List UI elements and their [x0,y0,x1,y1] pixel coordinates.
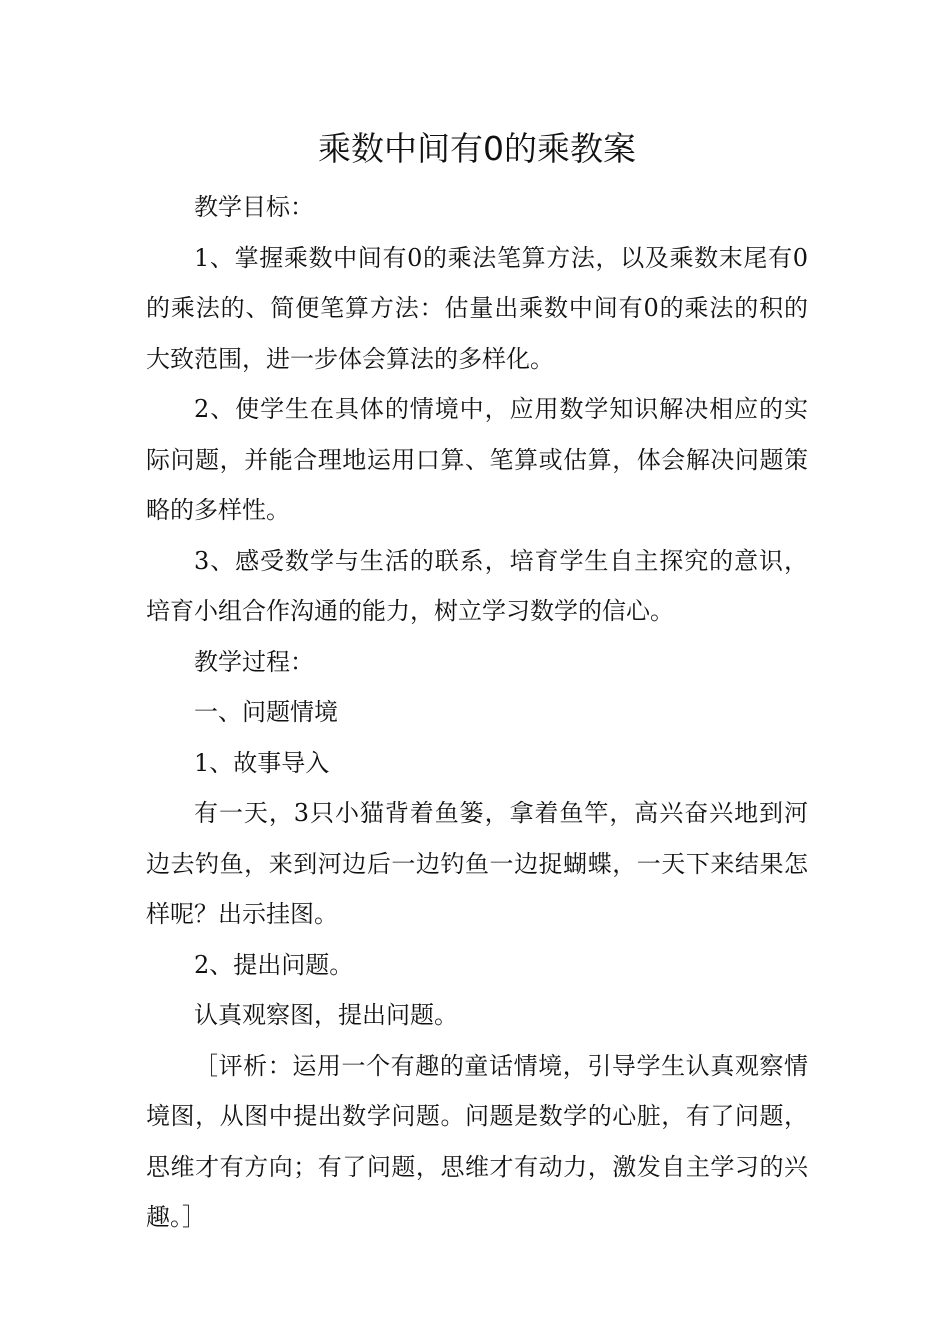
paragraph-objective-2: 2、使学生在具体的情境中，应用数学知识解决相应的实际问题，并能合理地运用口算、笔算或估算，体会解决问题策略的多样性。 [146,395,808,524]
paragraph-commentary: ［评析：运用一个有趣的童话情境，引导学生认真观察情境图，从图中提出数学问题。问题是数学的心脏，有了问题，思维才有方向；有了问题，思维才有动力，激发自主学习的兴趣。］ [146,1051,808,1231]
subheading-story-intro: 1、故事导入 [194,748,330,777]
document-title: 乘数中间有0的乘教案 [318,129,636,168]
subheading-problem-situation: 一、问题情境 [194,698,338,726]
document-page [146,118,808,1243]
paragraph-objective-3: 3、感受数学与生活的联系，培育学生自主探究的意识，培育小组合作沟通的能力，树立学习数学的信心。 [146,546,808,625]
paragraph-story: 有一天，3只小猫背着鱼篓，拿着鱼竿，高兴奋兴地到河边去钓鱼，来到河边后一边钓鱼一边捉蝴蝶，一天下来结果怎样呢？出示挂图。 [146,799,808,928]
subheading-raise-question: 2、提出问题。 [194,950,354,979]
paragraph-observe: 认真观察图，提出问题。 [194,1001,458,1029]
section-heading-objectives: 教学目标： [194,193,314,221]
paragraph-objective-1: 1、掌握乘数中间有0的乘法笔算方法，以及乘数末尾有0的乘法的、简便笔算方法：估量出乘数中间有0的乘法的积的大致范围，进一步体会算法的多样化。 [146,243,808,373]
section-heading-process: 教学过程： [194,647,314,676]
